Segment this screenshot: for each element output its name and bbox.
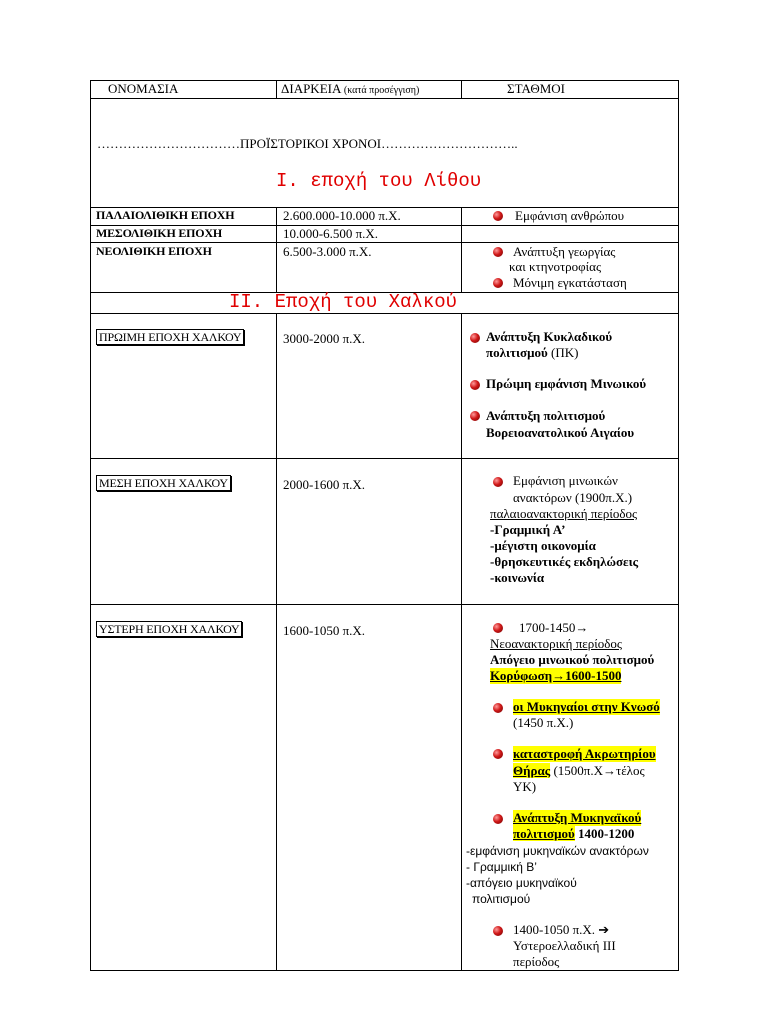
late-a-line-3: Απόγειο μινωικού πολιτισμού <box>490 652 655 667</box>
late-d-line-2-rest: 1400-1200 <box>574 826 635 841</box>
row-divider <box>90 458 679 459</box>
late-c-line-1: καταστροφή Ακρωτηρίου <box>513 746 656 761</box>
neolithic-duration: 6.500-3.000 π.Χ. <box>283 244 372 259</box>
bullet-icon <box>493 477 503 487</box>
late-c-line-3: ΥΚ) <box>513 779 537 794</box>
middle-line-7: -κοινωνία <box>490 570 545 585</box>
bullet-icon <box>493 749 503 759</box>
early-bronze-name <box>96 329 244 345</box>
column-divider <box>461 80 462 99</box>
bullet-icon <box>470 380 480 390</box>
late-d-line-2-bold: πολιτισμού <box>513 826 575 841</box>
paleolithic-milestone: Εμφάνιση ανθρώπου <box>515 208 625 223</box>
late-c-line-2 <box>513 763 645 779</box>
column-divider <box>461 313 462 971</box>
row-divider <box>90 313 679 314</box>
prehistoric-banner: ……………………………ΠΡΟΪΣΤΟΡΙΚΟΙ ΧΡΟΝΟΙ………………………….. <box>97 136 518 151</box>
bullet-icon <box>493 926 503 936</box>
early-milestone-3-line2: Βορειοανατολικού Αιγαίου <box>486 425 635 440</box>
bullet-icon <box>470 411 480 421</box>
late-d-line-1: Ανάπτυξη Μυκηναϊκού <box>513 810 642 825</box>
late-d-line-4: - Γραμμική Β’ <box>466 860 537 874</box>
bullet-icon <box>493 623 503 633</box>
late-d-line-2 <box>513 826 634 842</box>
header-duration-label: ΔΙΑΡΚΕΙΑ <box>281 81 341 96</box>
bullet-icon <box>493 703 503 713</box>
late-d-line-6: πολιτισμού <box>472 892 531 906</box>
header-duration-note: (κατά προσέγγιση) <box>343 85 420 96</box>
column-divider <box>276 207 277 293</box>
middle-line-2: ανακτόρων (1900π.Χ.) <box>513 490 633 505</box>
mesolithic-name: ΜΕΣΟΛΙΘΙΚΗ ΕΠΟΧΗ <box>96 226 223 240</box>
middle-line-3: παλαιοανακτορική περίοδος <box>490 506 638 521</box>
late-d-line-3: -εμφάνιση μυκηναϊκών ανακτόρων <box>466 844 649 858</box>
late-a-line-1: 1700-1450→ <box>519 620 589 635</box>
middle-bronze-duration: 2000-1600 π.Χ. <box>283 477 366 492</box>
late-e-line-3: περίοδος <box>513 954 560 969</box>
column-divider <box>276 80 277 99</box>
late-a-line-2: Νεοανακτορική περίοδος <box>490 636 622 651</box>
early-bronze-duration: 3000-2000 π.Χ. <box>283 331 366 346</box>
neolithic-milestone-line1: Ανάπτυξη γεωργίας <box>513 244 616 259</box>
bullet-icon <box>493 211 503 221</box>
paleolithic-duration: 2.600.000-10.000 π.Χ. <box>283 208 401 223</box>
header-milestones: ΣΤΑΘΜΟΙ <box>507 81 565 96</box>
early-milestone-1-line2 <box>486 345 578 361</box>
late-c-line-2-rest: (1500π.Χ→τέλος <box>550 763 645 778</box>
late-a-line-4: Κορύφωση→1600-1500 <box>490 668 622 683</box>
early-milestone-3-line1: Ανάπτυξη πολιτισμού <box>486 408 606 423</box>
paleolithic-name: ΠΑΛΑΙΟΛΙΘΙΚΗ ΕΠΟΧΗ <box>96 208 235 222</box>
late-bronze-name-label: ΥΣΤΕΡΗ ΕΠΟΧΗ ΧΑΛΚΟΥ <box>96 621 242 637</box>
stone-age-title: I. εποχή του Λίθου <box>276 170 482 192</box>
column-divider <box>276 313 277 971</box>
mesolithic-duration: 10.000-6.500 π.Χ. <box>283 226 379 241</box>
bullet-icon <box>470 333 480 343</box>
middle-line-4: -Γραμμική Α’ <box>490 522 566 537</box>
middle-bronze-name <box>96 475 231 491</box>
early-milestone-1-line1: Ανάπτυξη Κυκλαδικού <box>486 329 613 344</box>
middle-line-6: -θρησκευτικές εκδηλώσεις <box>490 554 639 569</box>
bronze-age-title: II. Εποχή του Χαλκού <box>229 291 458 313</box>
early-bronze-name-label: ΠΡΩΙΜΗ ΕΠΟΧΗ ΧΑΛΚΟΥ <box>96 329 244 345</box>
late-b-line-1: οι Μυκηναίοι στην Κνωσό <box>513 699 660 714</box>
neolithic-name: ΝΕΟΛΙΘΙΚΗ ΕΠΟΧΗ <box>96 244 212 258</box>
neolithic-milestone-line2: και κτηνοτροφίας <box>509 259 602 274</box>
header-duration <box>281 81 419 99</box>
bullet-icon <box>493 278 503 288</box>
neolithic-milestone-2: Μόνιμη εγκατάσταση <box>513 275 627 290</box>
column-divider <box>461 207 462 293</box>
bullet-icon <box>493 814 503 824</box>
late-d-line-5: -απόγειο μυκηναϊκού <box>466 876 577 890</box>
row-divider <box>90 604 679 605</box>
middle-line-5: -μέγιστη οικονομία <box>490 538 596 553</box>
bullet-icon <box>493 247 503 257</box>
late-e-line-1: 1400-1050 π.Χ. ➔ <box>513 922 610 937</box>
late-e-line-2: Υστεροελλαδική ΙΙΙ <box>513 938 616 953</box>
early-milestone-1-line2-bold: πολιτισμού <box>486 345 548 360</box>
late-c-line-2-bold: Θήρας <box>513 763 551 778</box>
late-b-line-2: (1450 π.Χ.) <box>513 715 574 730</box>
late-bronze-duration: 1600-1050 π.Χ. <box>283 623 366 638</box>
middle-line-1: Εμφάνιση μινωικών <box>513 473 618 488</box>
early-milestone-2: Πρώιμη εμφάνιση Μινωικού <box>486 376 647 391</box>
early-milestone-1-line2-rest: (ΠΚ) <box>547 345 579 360</box>
header-name: ΟΝΟΜΑΣΙΑ <box>108 81 179 96</box>
late-bronze-name <box>96 621 242 637</box>
middle-bronze-name-label: ΜΕΣΗ ΕΠΟΧΗ ΧΑΛΚΟΥ <box>96 475 231 491</box>
